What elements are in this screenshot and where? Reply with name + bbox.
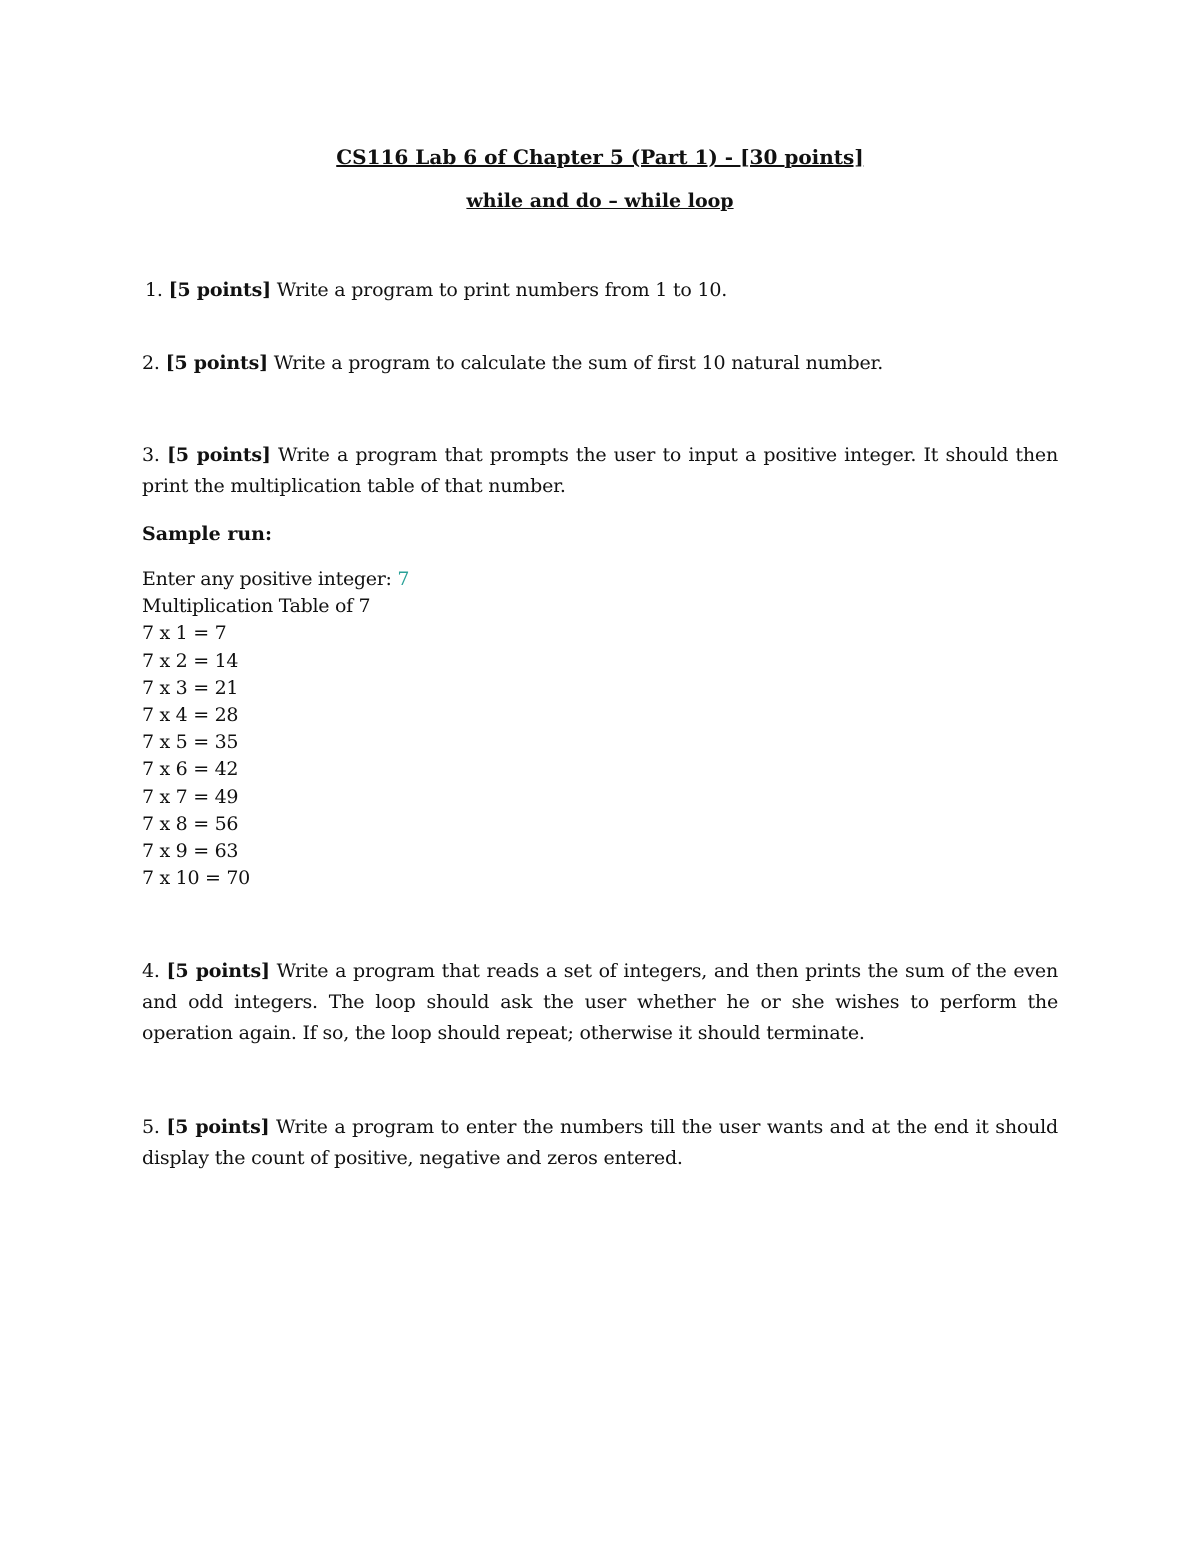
question-2 bbox=[142, 348, 1058, 379]
sample-output-line: 7 x 10 = 70 bbox=[142, 867, 250, 890]
sample-input-value: 7 bbox=[397, 568, 410, 590]
question-number: 2. bbox=[142, 352, 160, 374]
question-points: [5 points] bbox=[165, 352, 268, 374]
question-text: Write a program to calculate the sum of first 10 natural number. bbox=[273, 352, 884, 374]
sample-heading: Multiplication Table of 7 bbox=[142, 595, 371, 618]
sample-output-line: 7 x 6 = 42 bbox=[142, 758, 239, 781]
question-number: 1. bbox=[145, 279, 163, 301]
question-text: Write a program that reads a set of integers, and then prints the sum of the even and odd integers. The loop should ask the user whether he or she wishes to perform the operation again. If so, the loop should repeat; otherwise it should terminate. bbox=[142, 960, 1059, 1044]
question-3 bbox=[142, 440, 1058, 502]
question-number: 3. bbox=[142, 444, 160, 466]
sample-output-line: 7 x 7 = 49 bbox=[142, 785, 239, 808]
question-points: [5 points] bbox=[166, 1116, 270, 1138]
document-title: CS116 Lab 6 of Chapter 5 (Part 1) - [30 points] bbox=[336, 145, 864, 169]
sample-output-line: 7 x 4 = 28 bbox=[142, 704, 239, 727]
question-5 bbox=[142, 1112, 1058, 1174]
sample-output-line: 7 x 8 = 56 bbox=[142, 812, 239, 835]
sample-output-line: 7 x 3 = 21 bbox=[142, 676, 239, 699]
question-number: 4. bbox=[142, 960, 160, 982]
sample-output-line: 7 x 9 = 63 bbox=[142, 840, 239, 863]
sample-output-line: 7 x 2 = 14 bbox=[142, 649, 239, 672]
sample-run-output bbox=[142, 566, 409, 892]
sample-prompt: Enter any positive integer: bbox=[142, 568, 398, 590]
question-4 bbox=[142, 956, 1058, 1049]
question-points: [5 points] bbox=[166, 960, 270, 982]
question-number: 5. bbox=[142, 1116, 160, 1138]
sample-run-label: Sample run: bbox=[142, 523, 272, 545]
sample-output-line: 7 x 5 = 35 bbox=[142, 731, 239, 754]
question-text: Write a program to enter the numbers till the user wants and at the end it should display the count of positive, negative and zeros entered. bbox=[142, 1116, 1058, 1169]
question-1 bbox=[145, 275, 1061, 306]
question-points: [5 points] bbox=[168, 279, 271, 301]
document-subtitle: while and do – while loop bbox=[466, 190, 734, 212]
question-points: [5 points] bbox=[167, 444, 271, 466]
sample-prompt-line bbox=[142, 566, 409, 593]
question-text: Write a program to print numbers from 1 to 10. bbox=[276, 279, 728, 301]
question-text: Write a program that prompts the user to input a positive integer. It should then print the multiplication table of that number. bbox=[142, 444, 1058, 497]
sample-output-line: 7 x 1 = 7 bbox=[142, 622, 227, 645]
